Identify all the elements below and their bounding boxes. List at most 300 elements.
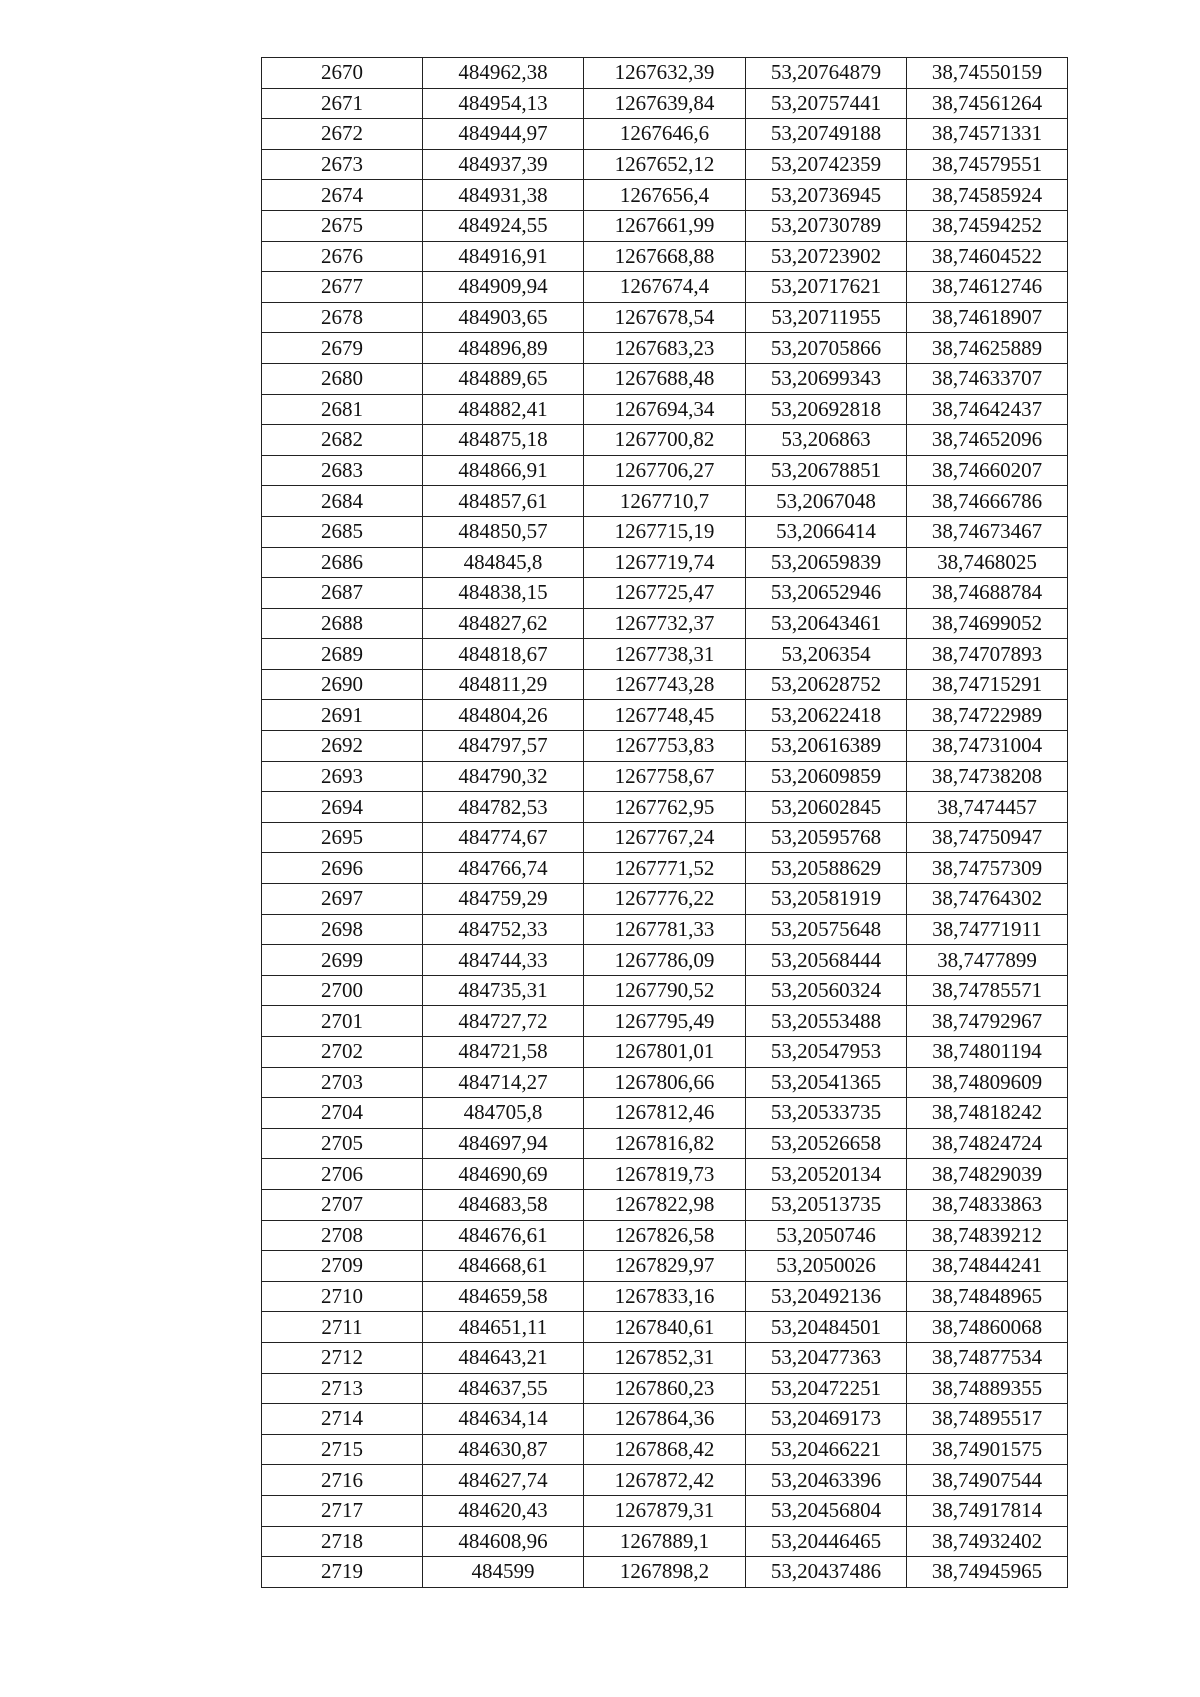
- x-coordinate-cell: 484627,74: [423, 1465, 584, 1496]
- table-row: [262, 486, 1068, 517]
- y-coordinate-cell: 1267706,27: [584, 455, 746, 486]
- point-number-cell: 2680: [262, 363, 423, 394]
- y-coordinate-cell: 1267767,24: [584, 822, 746, 853]
- longitude-cell: 38,74561264: [907, 88, 1068, 119]
- x-coordinate-cell: 484705,8: [423, 1098, 584, 1129]
- x-coordinate-cell: 484676,61: [423, 1220, 584, 1251]
- y-coordinate-cell: 1267725,47: [584, 578, 746, 609]
- coordinates-table: [261, 57, 1068, 1588]
- longitude-cell: 38,74801194: [907, 1037, 1068, 1068]
- point-number-cell: 2704: [262, 1098, 423, 1129]
- latitude-cell: 53,20705866: [746, 333, 907, 364]
- latitude-cell: 53,20472251: [746, 1373, 907, 1404]
- point-number-cell: 2713: [262, 1373, 423, 1404]
- x-coordinate-cell: 484954,13: [423, 88, 584, 119]
- y-coordinate-cell: 1267833,16: [584, 1281, 746, 1312]
- longitude-cell: 38,74771911: [907, 914, 1068, 945]
- point-number-cell: 2703: [262, 1067, 423, 1098]
- point-number-cell: 2684: [262, 486, 423, 517]
- table-row: [262, 210, 1068, 241]
- y-coordinate-cell: 1267753,83: [584, 731, 746, 762]
- point-number-cell: 2701: [262, 1006, 423, 1037]
- y-coordinate-cell: 1267694,34: [584, 394, 746, 425]
- table-row: [262, 1495, 1068, 1526]
- y-coordinate-cell: 1267826,58: [584, 1220, 746, 1251]
- longitude-cell: 38,74829039: [907, 1159, 1068, 1190]
- y-coordinate-cell: 1267806,66: [584, 1067, 746, 1098]
- x-coordinate-cell: 484735,31: [423, 975, 584, 1006]
- longitude-cell: 38,74633707: [907, 363, 1068, 394]
- point-number-cell: 2677: [262, 272, 423, 303]
- table-row: [262, 1067, 1068, 1098]
- latitude-cell: 53,20652946: [746, 578, 907, 609]
- table-row: [262, 608, 1068, 639]
- point-number-cell: 2695: [262, 822, 423, 853]
- longitude-cell: 38,74824724: [907, 1128, 1068, 1159]
- latitude-cell: 53,2050746: [746, 1220, 907, 1251]
- y-coordinate-cell: 1267776,22: [584, 884, 746, 915]
- table-row: [262, 333, 1068, 364]
- longitude-cell: 38,74877534: [907, 1342, 1068, 1373]
- latitude-cell: 53,20742359: [746, 149, 907, 180]
- longitude-cell: 38,74932402: [907, 1526, 1068, 1557]
- latitude-cell: 53,2066414: [746, 516, 907, 547]
- longitude-cell: 38,74917814: [907, 1495, 1068, 1526]
- x-coordinate-cell: 484944,97: [423, 119, 584, 150]
- latitude-cell: 53,20466221: [746, 1434, 907, 1465]
- longitude-cell: 38,74901575: [907, 1434, 1068, 1465]
- longitude-cell: 38,74839212: [907, 1220, 1068, 1251]
- y-coordinate-cell: 1267829,97: [584, 1251, 746, 1282]
- y-coordinate-cell: 1267656,4: [584, 180, 746, 211]
- longitude-cell: 38,74625889: [907, 333, 1068, 364]
- point-number-cell: 2708: [262, 1220, 423, 1251]
- y-coordinate-cell: 1267864,36: [584, 1404, 746, 1435]
- latitude-cell: 53,20575648: [746, 914, 907, 945]
- table-row: [262, 914, 1068, 945]
- latitude-cell: 53,2050026: [746, 1251, 907, 1282]
- table-row: [262, 1281, 1068, 1312]
- longitude-cell: 38,74707893: [907, 639, 1068, 670]
- point-number-cell: 2711: [262, 1312, 423, 1343]
- x-coordinate-cell: 484643,21: [423, 1342, 584, 1373]
- y-coordinate-cell: 1267819,73: [584, 1159, 746, 1190]
- longitude-cell: 38,74673467: [907, 516, 1068, 547]
- longitude-cell: 38,74604522: [907, 241, 1068, 272]
- table-row: [262, 975, 1068, 1006]
- point-number-cell: 2692: [262, 731, 423, 762]
- table-row: [262, 1434, 1068, 1465]
- longitude-cell: 38,74750947: [907, 822, 1068, 853]
- latitude-cell: 53,20678851: [746, 455, 907, 486]
- longitude-cell: 38,74818242: [907, 1098, 1068, 1129]
- latitude-cell: 53,20692818: [746, 394, 907, 425]
- y-coordinate-cell: 1267852,31: [584, 1342, 746, 1373]
- y-coordinate-cell: 1267661,99: [584, 210, 746, 241]
- latitude-cell: 53,20463396: [746, 1465, 907, 1496]
- y-coordinate-cell: 1267771,52: [584, 853, 746, 884]
- latitude-cell: 53,20588629: [746, 853, 907, 884]
- table-row: [262, 149, 1068, 180]
- longitude-cell: 38,74907544: [907, 1465, 1068, 1496]
- longitude-cell: 38,7474457: [907, 792, 1068, 823]
- longitude-cell: 38,74642437: [907, 394, 1068, 425]
- longitude-cell: 38,74833863: [907, 1189, 1068, 1220]
- x-coordinate-cell: 484774,67: [423, 822, 584, 853]
- table-row: [262, 88, 1068, 119]
- y-coordinate-cell: 1267860,23: [584, 1373, 746, 1404]
- latitude-cell: 53,20711955: [746, 302, 907, 333]
- table-row: [262, 761, 1068, 792]
- x-coordinate-cell: 484759,29: [423, 884, 584, 915]
- x-coordinate-cell: 484744,33: [423, 945, 584, 976]
- x-coordinate-cell: 484782,53: [423, 792, 584, 823]
- y-coordinate-cell: 1267840,61: [584, 1312, 746, 1343]
- y-coordinate-cell: 1267781,33: [584, 914, 746, 945]
- table-row: [262, 394, 1068, 425]
- point-number-cell: 2676: [262, 241, 423, 272]
- latitude-cell: 53,20595768: [746, 822, 907, 853]
- table-row: [262, 1465, 1068, 1496]
- x-coordinate-cell: 484634,14: [423, 1404, 584, 1435]
- table-row: [262, 1312, 1068, 1343]
- point-number-cell: 2712: [262, 1342, 423, 1373]
- latitude-cell: 53,20492136: [746, 1281, 907, 1312]
- x-coordinate-cell: 484838,15: [423, 578, 584, 609]
- table-row: [262, 731, 1068, 762]
- longitude-cell: 38,74731004: [907, 731, 1068, 762]
- point-number-cell: 2691: [262, 700, 423, 731]
- x-coordinate-cell: 484818,67: [423, 639, 584, 670]
- x-coordinate-cell: 484668,61: [423, 1251, 584, 1282]
- x-coordinate-cell: 484882,41: [423, 394, 584, 425]
- table-row: [262, 547, 1068, 578]
- x-coordinate-cell: 484630,87: [423, 1434, 584, 1465]
- latitude-cell: 53,20581919: [746, 884, 907, 915]
- y-coordinate-cell: 1267822,98: [584, 1189, 746, 1220]
- point-number-cell: 2715: [262, 1434, 423, 1465]
- point-number-cell: 2698: [262, 914, 423, 945]
- longitude-cell: 38,74792967: [907, 1006, 1068, 1037]
- y-coordinate-cell: 1267738,31: [584, 639, 746, 670]
- y-coordinate-cell: 1267801,01: [584, 1037, 746, 1068]
- latitude-cell: 53,20469173: [746, 1404, 907, 1435]
- longitude-cell: 38,74571331: [907, 119, 1068, 150]
- x-coordinate-cell: 484683,58: [423, 1189, 584, 1220]
- latitude-cell: 53,20437486: [746, 1557, 907, 1588]
- point-number-cell: 2670: [262, 58, 423, 89]
- longitude-cell: 38,74738208: [907, 761, 1068, 792]
- table-row: [262, 700, 1068, 731]
- x-coordinate-cell: 484620,43: [423, 1495, 584, 1526]
- table-row: [262, 1098, 1068, 1129]
- latitude-cell: 53,20446465: [746, 1526, 907, 1557]
- latitude-cell: 53,20659839: [746, 547, 907, 578]
- y-coordinate-cell: 1267758,67: [584, 761, 746, 792]
- longitude-cell: 38,74585924: [907, 180, 1068, 211]
- longitude-cell: 38,74666786: [907, 486, 1068, 517]
- table-row: [262, 1251, 1068, 1282]
- y-coordinate-cell: 1267668,88: [584, 241, 746, 272]
- point-number-cell: 2716: [262, 1465, 423, 1496]
- x-coordinate-cell: 484790,32: [423, 761, 584, 792]
- point-number-cell: 2689: [262, 639, 423, 670]
- point-number-cell: 2683: [262, 455, 423, 486]
- point-number-cell: 2679: [262, 333, 423, 364]
- x-coordinate-cell: 484857,61: [423, 486, 584, 517]
- y-coordinate-cell: 1267790,52: [584, 975, 746, 1006]
- x-coordinate-cell: 484903,65: [423, 302, 584, 333]
- point-number-cell: 2705: [262, 1128, 423, 1159]
- point-number-cell: 2714: [262, 1404, 423, 1435]
- x-coordinate-cell: 484909,94: [423, 272, 584, 303]
- y-coordinate-cell: 1267816,82: [584, 1128, 746, 1159]
- x-coordinate-cell: 484827,62: [423, 608, 584, 639]
- x-coordinate-cell: 484599: [423, 1557, 584, 1588]
- point-number-cell: 2673: [262, 149, 423, 180]
- y-coordinate-cell: 1267872,42: [584, 1465, 746, 1496]
- longitude-cell: 38,74594252: [907, 210, 1068, 241]
- longitude-cell: 38,74889355: [907, 1373, 1068, 1404]
- point-number-cell: 2699: [262, 945, 423, 976]
- latitude-cell: 53,20547953: [746, 1037, 907, 1068]
- longitude-cell: 38,74699052: [907, 608, 1068, 639]
- latitude-cell: 53,20730789: [746, 210, 907, 241]
- latitude-cell: 53,20477363: [746, 1342, 907, 1373]
- latitude-cell: 53,20513735: [746, 1189, 907, 1220]
- latitude-cell: 53,20616389: [746, 731, 907, 762]
- point-number-cell: 2672: [262, 119, 423, 150]
- y-coordinate-cell: 1267719,74: [584, 547, 746, 578]
- x-coordinate-cell: 484766,74: [423, 853, 584, 884]
- x-coordinate-cell: 484962,38: [423, 58, 584, 89]
- table-row: [262, 1128, 1068, 1159]
- table-row: [262, 822, 1068, 853]
- longitude-cell: 38,74844241: [907, 1251, 1068, 1282]
- point-number-cell: 2719: [262, 1557, 423, 1588]
- latitude-cell: 53,2067048: [746, 486, 907, 517]
- latitude-cell: 53,20520134: [746, 1159, 907, 1190]
- x-coordinate-cell: 484845,8: [423, 547, 584, 578]
- longitude-cell: 38,74660207: [907, 455, 1068, 486]
- y-coordinate-cell: 1267795,49: [584, 1006, 746, 1037]
- point-number-cell: 2671: [262, 88, 423, 119]
- table-row: [262, 119, 1068, 150]
- longitude-cell: 38,74688784: [907, 578, 1068, 609]
- table-row: [262, 1404, 1068, 1435]
- table-row: [262, 578, 1068, 609]
- latitude-cell: 53,20736945: [746, 180, 907, 211]
- latitude-cell: 53,20749188: [746, 119, 907, 150]
- longitude-cell: 38,74785571: [907, 975, 1068, 1006]
- table-row: [262, 455, 1068, 486]
- latitude-cell: 53,20628752: [746, 669, 907, 700]
- point-number-cell: 2678: [262, 302, 423, 333]
- x-coordinate-cell: 484637,55: [423, 1373, 584, 1404]
- y-coordinate-cell: 1267879,31: [584, 1495, 746, 1526]
- x-coordinate-cell: 484697,94: [423, 1128, 584, 1159]
- latitude-cell: 53,20757441: [746, 88, 907, 119]
- x-coordinate-cell: 484937,39: [423, 149, 584, 180]
- latitude-cell: 53,20602845: [746, 792, 907, 823]
- longitude-cell: 38,74945965: [907, 1557, 1068, 1588]
- x-coordinate-cell: 484727,72: [423, 1006, 584, 1037]
- point-number-cell: 2675: [262, 210, 423, 241]
- table-row: [262, 1557, 1068, 1588]
- longitude-cell: 38,74715291: [907, 669, 1068, 700]
- table-row: [262, 241, 1068, 272]
- x-coordinate-cell: 484797,57: [423, 731, 584, 762]
- longitude-cell: 38,74652096: [907, 425, 1068, 456]
- x-coordinate-cell: 484659,58: [423, 1281, 584, 1312]
- y-coordinate-cell: 1267786,09: [584, 945, 746, 976]
- longitude-cell: 38,74579551: [907, 149, 1068, 180]
- latitude-cell: 53,20723902: [746, 241, 907, 272]
- x-coordinate-cell: 484690,69: [423, 1159, 584, 1190]
- point-number-cell: 2686: [262, 547, 423, 578]
- latitude-cell: 53,20699343: [746, 363, 907, 394]
- point-number-cell: 2694: [262, 792, 423, 823]
- longitude-cell: 38,74612746: [907, 272, 1068, 303]
- table-row: [262, 945, 1068, 976]
- x-coordinate-cell: 484651,11: [423, 1312, 584, 1343]
- longitude-cell: 38,74722989: [907, 700, 1068, 731]
- y-coordinate-cell: 1267674,4: [584, 272, 746, 303]
- point-number-cell: 2700: [262, 975, 423, 1006]
- latitude-cell: 53,20717621: [746, 272, 907, 303]
- point-number-cell: 2690: [262, 669, 423, 700]
- y-coordinate-cell: 1267632,39: [584, 58, 746, 89]
- x-coordinate-cell: 484811,29: [423, 669, 584, 700]
- latitude-cell: 53,20643461: [746, 608, 907, 639]
- y-coordinate-cell: 1267683,23: [584, 333, 746, 364]
- longitude-cell: 38,7477899: [907, 945, 1068, 976]
- x-coordinate-cell: 484608,96: [423, 1526, 584, 1557]
- latitude-cell: 53,20526658: [746, 1128, 907, 1159]
- latitude-cell: 53,20568444: [746, 945, 907, 976]
- table-row: [262, 1037, 1068, 1068]
- y-coordinate-cell: 1267898,2: [584, 1557, 746, 1588]
- point-number-cell: 2682: [262, 425, 423, 456]
- x-coordinate-cell: 484931,38: [423, 180, 584, 211]
- table-row: [262, 1189, 1068, 1220]
- table-row: [262, 1526, 1068, 1557]
- y-coordinate-cell: 1267715,19: [584, 516, 746, 547]
- latitude-cell: 53,20456804: [746, 1495, 907, 1526]
- latitude-cell: 53,20541365: [746, 1067, 907, 1098]
- latitude-cell: 53,206354: [746, 639, 907, 670]
- latitude-cell: 53,20533735: [746, 1098, 907, 1129]
- x-coordinate-cell: 484889,65: [423, 363, 584, 394]
- table-row: [262, 1220, 1068, 1251]
- point-number-cell: 2702: [262, 1037, 423, 1068]
- longitude-cell: 38,74895517: [907, 1404, 1068, 1435]
- x-coordinate-cell: 484721,58: [423, 1037, 584, 1068]
- point-number-cell: 2688: [262, 608, 423, 639]
- point-number-cell: 2681: [262, 394, 423, 425]
- x-coordinate-cell: 484804,26: [423, 700, 584, 731]
- y-coordinate-cell: 1267710,7: [584, 486, 746, 517]
- y-coordinate-cell: 1267652,12: [584, 149, 746, 180]
- point-number-cell: 2687: [262, 578, 423, 609]
- y-coordinate-cell: 1267812,46: [584, 1098, 746, 1129]
- x-coordinate-cell: 484752,33: [423, 914, 584, 945]
- coordinates-table-body: [262, 58, 1068, 1588]
- longitude-cell: 38,74757309: [907, 853, 1068, 884]
- longitude-cell: 38,74764302: [907, 884, 1068, 915]
- y-coordinate-cell: 1267639,84: [584, 88, 746, 119]
- table-row: [262, 1342, 1068, 1373]
- longitude-cell: 38,74550159: [907, 58, 1068, 89]
- point-number-cell: 2693: [262, 761, 423, 792]
- x-coordinate-cell: 484875,18: [423, 425, 584, 456]
- point-number-cell: 2685: [262, 516, 423, 547]
- table-row: [262, 1373, 1068, 1404]
- point-number-cell: 2717: [262, 1495, 423, 1526]
- table-row: [262, 58, 1068, 89]
- table-row: [262, 425, 1068, 456]
- latitude-cell: 53,20553488: [746, 1006, 907, 1037]
- y-coordinate-cell: 1267889,1: [584, 1526, 746, 1557]
- table-row: [262, 302, 1068, 333]
- x-coordinate-cell: 484924,55: [423, 210, 584, 241]
- longitude-cell: 38,74618907: [907, 302, 1068, 333]
- longitude-cell: 38,74809609: [907, 1067, 1068, 1098]
- point-number-cell: 2707: [262, 1189, 423, 1220]
- y-coordinate-cell: 1267868,42: [584, 1434, 746, 1465]
- latitude-cell: 53,20609859: [746, 761, 907, 792]
- point-number-cell: 2674: [262, 180, 423, 211]
- y-coordinate-cell: 1267678,54: [584, 302, 746, 333]
- latitude-cell: 53,20484501: [746, 1312, 907, 1343]
- longitude-cell: 38,7468025: [907, 547, 1068, 578]
- point-number-cell: 2706: [262, 1159, 423, 1190]
- table-row: [262, 1006, 1068, 1037]
- latitude-cell: 53,20560324: [746, 975, 907, 1006]
- table-row: [262, 639, 1068, 670]
- table-row: [262, 1159, 1068, 1190]
- y-coordinate-cell: 1267748,45: [584, 700, 746, 731]
- point-number-cell: 2710: [262, 1281, 423, 1312]
- y-coordinate-cell: 1267732,37: [584, 608, 746, 639]
- point-number-cell: 2709: [262, 1251, 423, 1282]
- point-number-cell: 2696: [262, 853, 423, 884]
- y-coordinate-cell: 1267700,82: [584, 425, 746, 456]
- x-coordinate-cell: 484850,57: [423, 516, 584, 547]
- y-coordinate-cell: 1267743,28: [584, 669, 746, 700]
- table-row: [262, 272, 1068, 303]
- latitude-cell: 53,20622418: [746, 700, 907, 731]
- table-row: [262, 669, 1068, 700]
- latitude-cell: 53,206863: [746, 425, 907, 456]
- table-row: [262, 884, 1068, 915]
- x-coordinate-cell: 484866,91: [423, 455, 584, 486]
- table-row: [262, 363, 1068, 394]
- table-row: [262, 180, 1068, 211]
- table-row: [262, 853, 1068, 884]
- point-number-cell: 2718: [262, 1526, 423, 1557]
- point-number-cell: 2697: [262, 884, 423, 915]
- x-coordinate-cell: 484916,91: [423, 241, 584, 272]
- x-coordinate-cell: 484896,89: [423, 333, 584, 364]
- y-coordinate-cell: 1267646,6: [584, 119, 746, 150]
- x-coordinate-cell: 484714,27: [423, 1067, 584, 1098]
- table-row: [262, 792, 1068, 823]
- table-row: [262, 516, 1068, 547]
- y-coordinate-cell: 1267762,95: [584, 792, 746, 823]
- longitude-cell: 38,74848965: [907, 1281, 1068, 1312]
- longitude-cell: 38,74860068: [907, 1312, 1068, 1343]
